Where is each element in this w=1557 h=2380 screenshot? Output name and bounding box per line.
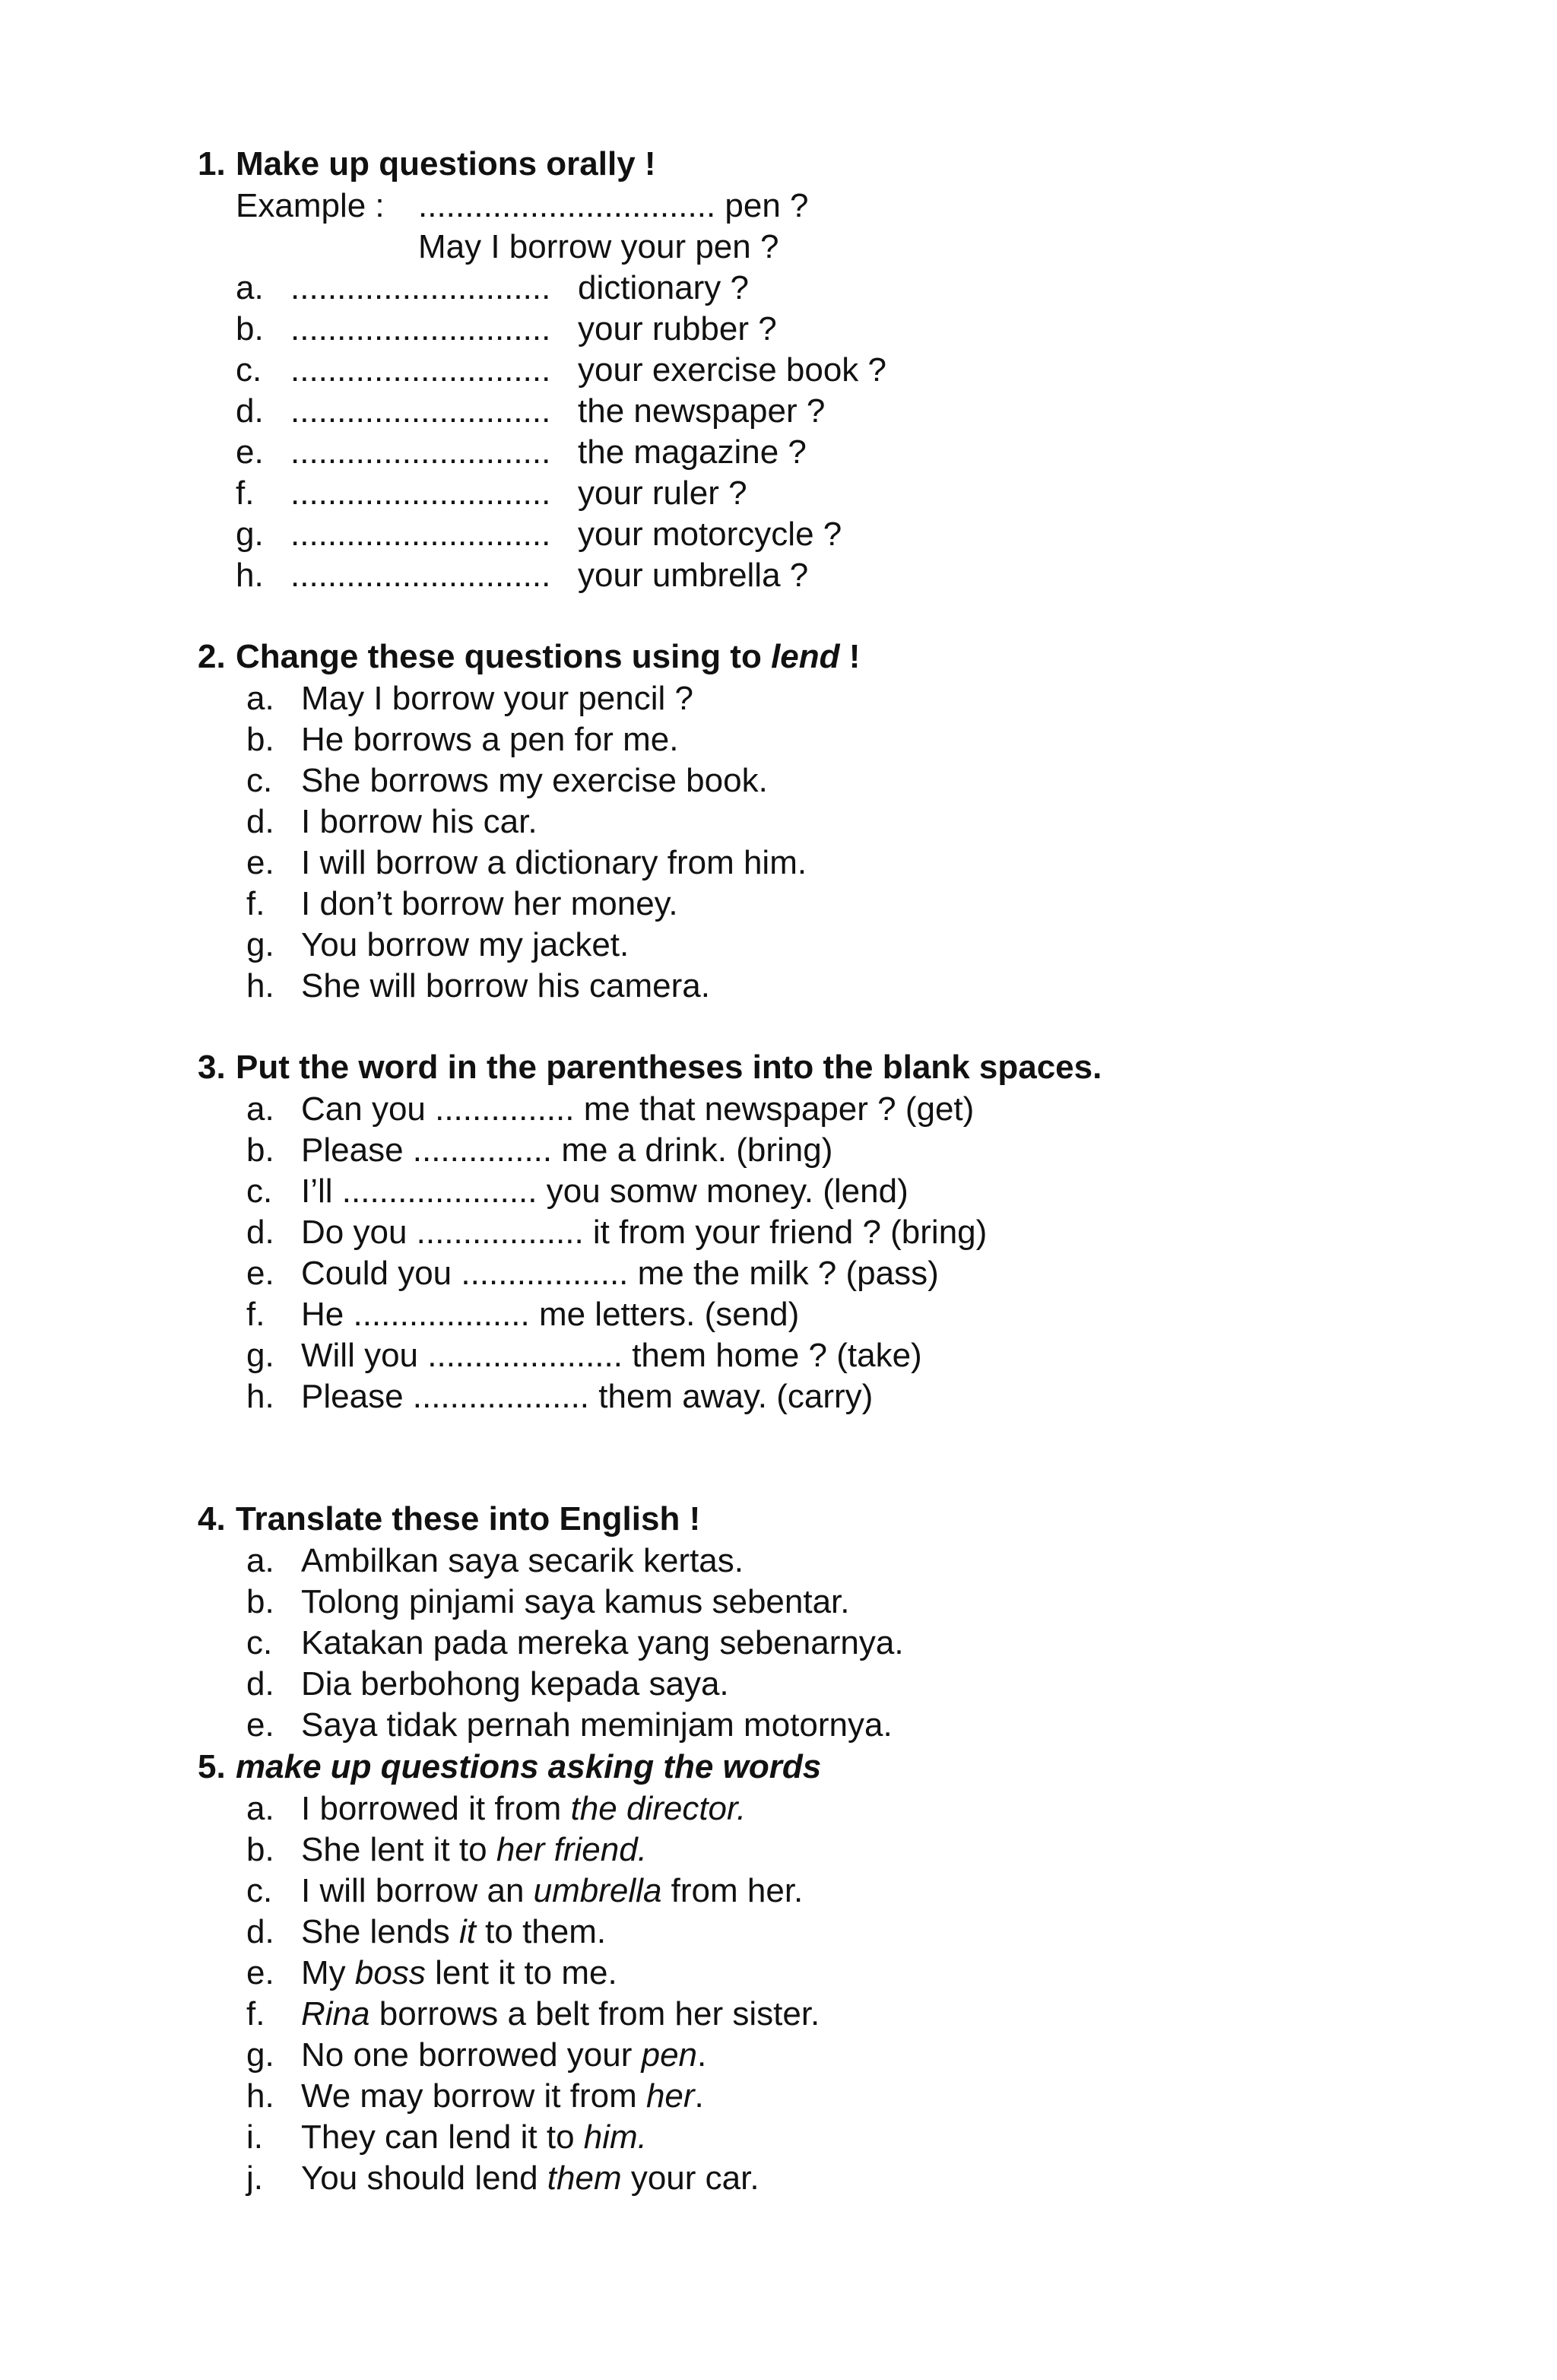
list-item (198, 2158, 1490, 2199)
section-heading (198, 1746, 1490, 1788)
item-letter: a. (236, 269, 264, 306)
item-text: dictionary ? (578, 269, 750, 306)
item-blank: ............................ (290, 474, 551, 512)
list-item (198, 1788, 1490, 1829)
item-text-post: from her. (661, 1872, 804, 1909)
section-title: Translate these into English ! (236, 1500, 701, 1537)
item-text (301, 2158, 759, 2199)
item-letter: a. (246, 1790, 274, 1827)
item-letter: g. (246, 926, 274, 963)
item-text-post: your car. (621, 2159, 759, 2197)
section-2 (198, 636, 1490, 1007)
list-item (198, 1705, 1490, 1746)
item-letter: e. (236, 433, 264, 471)
item-text (301, 1953, 617, 1994)
item-text: your umbrella ? (578, 557, 809, 594)
section-spacer (198, 596, 1490, 636)
exercise-list (198, 678, 1490, 1007)
item-text: your exercise book ? (578, 351, 886, 389)
item-text (301, 1788, 746, 1829)
example-label: Example : (236, 187, 385, 224)
item-text: Do you .................. it from your friend ? (bring) (301, 1214, 988, 1251)
item-text-pre: I will borrow an (301, 1872, 534, 1909)
list-item (198, 350, 1490, 391)
section-number: 5. (198, 1748, 226, 1785)
item-text (301, 1994, 820, 2035)
item-letter: a. (246, 1542, 274, 1579)
exercise-list (198, 268, 1490, 596)
list-item (198, 925, 1490, 966)
list-item (198, 1582, 1490, 1623)
item-text: the magazine ? (578, 433, 807, 471)
item-text: Tolong pinjami saya kamus sebentar. (301, 1583, 850, 1620)
item-text: Dia berbohong kepada saya. (301, 1665, 729, 1702)
item-letter: c. (246, 1624, 273, 1661)
item-blank: ............................ (290, 310, 551, 347)
item-text: Please ............... me a drink. (bring) (301, 1131, 833, 1169)
list-item (198, 268, 1490, 309)
exercise-list (198, 1541, 1490, 1746)
item-text-emphasis: boss (354, 1954, 426, 1991)
item-letter: e. (246, 1255, 274, 1292)
item-text (301, 1871, 803, 1912)
list-item (198, 514, 1490, 555)
item-letter: a. (246, 1090, 274, 1128)
item-text: your ruler ? (578, 474, 747, 512)
item-letter: i. (246, 2118, 263, 2156)
section-title-emphasis: lend (771, 638, 840, 675)
item-text: Katakan pada mereka yang sebenarnya. (301, 1624, 904, 1661)
item-text: your motorcycle ? (578, 516, 842, 553)
item-letter: c. (246, 1173, 273, 1210)
list-item (198, 309, 1490, 350)
item-text: Could you .................. me the milk ? (pass) (301, 1255, 939, 1292)
list-item (198, 1212, 1490, 1253)
item-text: She will borrow his camera. (301, 967, 710, 1004)
item-text-emphasis: umbrella (533, 1872, 662, 1909)
item-letter: f. (246, 885, 265, 922)
list-item (198, 1171, 1490, 1212)
item-letter: b. (246, 1583, 274, 1620)
section-number: 3. (198, 1049, 226, 1086)
item-text-post: borrows a belt from her sister. (369, 1995, 820, 2033)
item-text-emphasis: her (645, 2077, 695, 2115)
item-letter: h. (246, 2077, 274, 2115)
list-item (198, 2117, 1490, 2158)
item-text: I don’t borrow her money. (301, 885, 678, 922)
example-dots: ................................ (418, 187, 716, 224)
item-text: I will borrow a dictionary from him. (301, 844, 807, 881)
section-4 (198, 1498, 1490, 1746)
example-word: pen ? (725, 187, 809, 224)
list-item (198, 1089, 1490, 1130)
item-letter: f. (246, 1995, 265, 2033)
item-blank: ............................ (290, 516, 551, 553)
item-text-emphasis: them (547, 2159, 622, 2197)
item-text-post: lent it to me. (425, 1954, 617, 1991)
item-text-pre: My (301, 1954, 355, 1991)
item-text: your rubber ? (578, 310, 777, 347)
list-item (198, 473, 1490, 514)
item-letter: g. (246, 1337, 274, 1374)
list-item (198, 1871, 1490, 1912)
item-letter: c. (236, 351, 262, 389)
item-letter: b. (246, 1131, 274, 1169)
item-text: Can you ............... me that newspaper ? (get) (301, 1090, 975, 1128)
list-item (198, 391, 1490, 432)
item-text: Please ................... them away. (carry) (301, 1378, 874, 1415)
section-heading (198, 1498, 1490, 1541)
item-letter: j. (246, 2159, 263, 2197)
item-text: the newspaper ? (578, 392, 826, 430)
item-text-post: to them. (475, 1913, 607, 1950)
item-letter: d. (246, 803, 274, 840)
list-item (198, 1376, 1490, 1417)
item-text: I’ll ..................... you somw money. (lend) (301, 1173, 909, 1210)
item-letter: g. (246, 2036, 274, 2074)
item-letter: h. (246, 1378, 274, 1415)
list-item (198, 678, 1490, 719)
item-letter: h. (246, 967, 274, 1004)
list-item (198, 2076, 1490, 2117)
item-letter: e. (246, 844, 274, 881)
section-5 (198, 1746, 1490, 2199)
exercise-list (198, 1788, 1490, 2199)
item-text-emphasis: the director. (570, 1790, 747, 1827)
item-text (301, 1829, 647, 1871)
item-text-emphasis: her friend. (496, 1831, 647, 1868)
section-title: Make up questions orally ! (236, 145, 656, 182)
item-blank: ............................ (290, 392, 551, 430)
list-item (198, 1953, 1490, 1994)
item-letter: e. (246, 1954, 274, 1991)
item-text-post: . (697, 2036, 707, 2074)
item-blank: ............................ (290, 557, 551, 594)
list-item (198, 432, 1490, 473)
list-item (198, 555, 1490, 596)
item-letter: b. (236, 310, 264, 347)
section-number: 1. (198, 145, 226, 182)
item-letter: b. (246, 1831, 274, 1868)
item-text (301, 2076, 704, 2117)
section-title: make up questions asking the words (236, 1748, 822, 1785)
item-text-post: . (694, 2077, 704, 2115)
item-letter: d. (246, 1214, 274, 1251)
section-spacer (198, 1417, 1490, 1498)
item-letter: f. (236, 474, 255, 512)
item-letter: g. (236, 516, 264, 553)
list-item (198, 719, 1490, 760)
list-item (198, 966, 1490, 1007)
item-letter: f. (246, 1296, 265, 1333)
section-spacer (198, 1007, 1490, 1046)
item-text (301, 1912, 606, 1953)
item-text: Will you ..................... them home ? (take) (301, 1337, 922, 1374)
section-number: 4. (198, 1500, 226, 1537)
list-item (198, 1664, 1490, 1705)
list-item (198, 2035, 1490, 2076)
list-item (198, 1912, 1490, 1953)
section-title: Put the word in the parentheses into the blank spaces. (236, 1049, 1102, 1086)
item-text-emphasis: Rina (301, 1995, 370, 2033)
item-text-pre: You should lend (301, 2159, 547, 2197)
item-text (301, 2117, 647, 2158)
item-text: I borrow his car. (301, 803, 537, 840)
item-text: You borrow my jacket. (301, 926, 629, 963)
section-heading (198, 1046, 1490, 1089)
section-number: 2. (198, 638, 226, 675)
list-item (198, 1253, 1490, 1294)
section-heading (198, 636, 1490, 678)
list-item (198, 1829, 1490, 1871)
item-text-pre: No one borrowed your (301, 2036, 642, 2074)
list-item (198, 1994, 1490, 2035)
item-letter: d. (246, 1913, 274, 1950)
section-title-post: ! (839, 638, 861, 675)
list-item (198, 1623, 1490, 1664)
list-item (198, 843, 1490, 884)
section-heading (198, 143, 1490, 186)
item-text-emphasis: pen (641, 2036, 698, 2074)
item-text-pre: I borrowed it from (301, 1790, 571, 1827)
item-text-pre: She lends (301, 1913, 459, 1950)
item-blank: ............................ (290, 351, 551, 389)
example-row (198, 186, 1490, 227)
exercise-list (198, 1089, 1490, 1417)
list-item (198, 1541, 1490, 1582)
item-letter: a. (246, 680, 274, 717)
item-blank: ............................ (290, 433, 551, 471)
example-answer: May I borrow your pen ? (418, 228, 779, 265)
item-text-pre: She lent it to (301, 1831, 496, 1868)
item-text-emphasis: it (458, 1913, 476, 1950)
section-3 (198, 1046, 1490, 1417)
item-text (301, 2035, 706, 2076)
item-letter: e. (246, 1706, 274, 1744)
item-text: May I borrow your pencil ? (301, 680, 693, 717)
list-item (198, 1335, 1490, 1376)
item-letter: b. (246, 721, 274, 758)
item-letter: d. (246, 1665, 274, 1702)
item-text-pre: We may borrow it from (301, 2077, 646, 2115)
item-letter: h. (236, 557, 264, 594)
item-text: He ................... me letters. (send) (301, 1296, 800, 1333)
list-item (198, 884, 1490, 925)
item-text: She borrows my exercise book. (301, 762, 768, 799)
list-item (198, 760, 1490, 801)
section-title (236, 636, 860, 678)
section-1 (198, 143, 1490, 596)
section-title-pre: Change these questions using to (236, 638, 772, 675)
list-item (198, 1130, 1490, 1171)
item-text: Ambilkan saya secarik kertas. (301, 1542, 744, 1579)
item-blank: ............................ (290, 269, 551, 306)
item-text-pre: They can lend it to (301, 2118, 584, 2156)
item-letter: c. (246, 1872, 273, 1909)
item-letter: d. (236, 392, 264, 430)
list-item (198, 801, 1490, 843)
item-text: He borrows a pen for me. (301, 721, 679, 758)
item-letter: c. (246, 762, 273, 799)
list-item (198, 1294, 1490, 1335)
worksheet (198, 143, 1490, 2199)
item-text: Saya tidak pernah meminjam motornya. (301, 1706, 893, 1744)
item-text-emphasis: him. (583, 2118, 647, 2156)
